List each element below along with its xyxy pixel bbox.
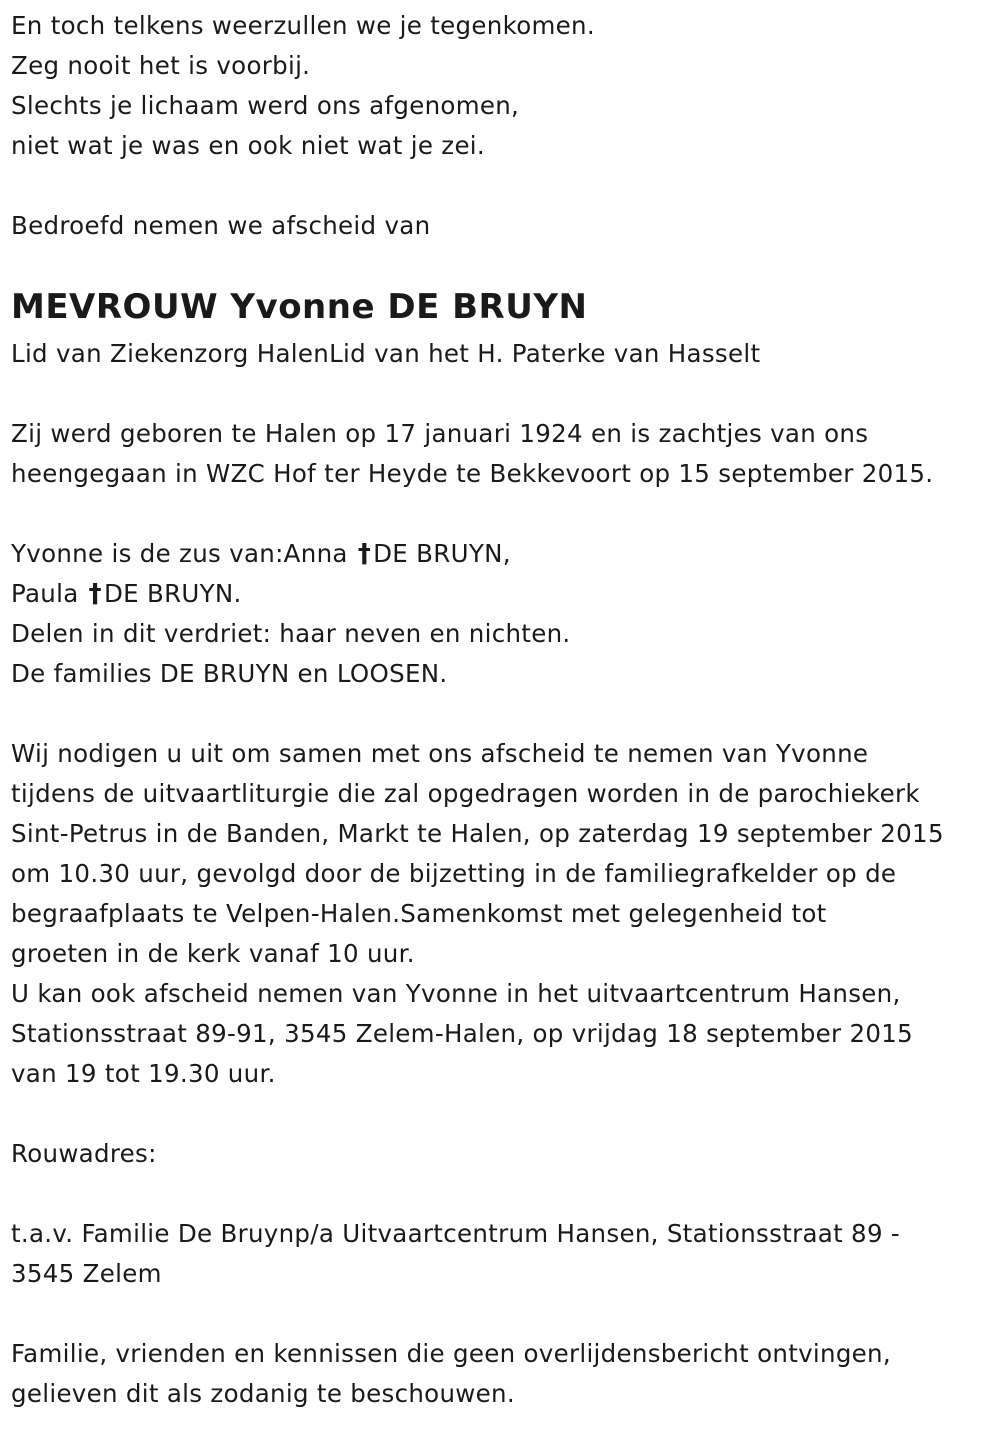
obituary-document <box>11 6 996 1414</box>
spacer <box>11 246 996 280</box>
intro-text: Bedroefd nemen we afscheid van <box>11 211 431 240</box>
closing-line: gelieven dit als zodanig te beschouwen. <box>11 1379 515 1408</box>
paragraph-line: Zij werd geboren te Halen op 17 januari 1924 en is zachtjes van ons <box>11 419 869 448</box>
deceased-name: MEVROUW Yvonne DE BRUYN <box>11 287 588 327</box>
family-paragraph <box>11 534 996 694</box>
closing-paragraph <box>11 1334 996 1414</box>
sister-line <box>11 574 996 614</box>
share-line: Delen in dit verdriet: haar neven en nichten. <box>11 619 571 648</box>
poem-line: niet wat je was en ook niet wat je zei. <box>11 131 486 160</box>
address-line: t.a.v. Familie De Bruynp/a Uitvaartcentrum Hansen, Stationsstraat 89 - <box>11 1219 901 1248</box>
spacer <box>11 1294 996 1334</box>
paragraph-line: om 10.30 uur, gevolgd door de bijzetting in de familiegrafkelder op de <box>11 859 897 888</box>
sister-line <box>11 534 996 574</box>
spacer <box>11 374 996 414</box>
spacer <box>11 166 996 206</box>
poem <box>11 6 996 166</box>
spacer <box>11 1174 996 1214</box>
spacer <box>11 494 996 534</box>
address-paragraph <box>11 1214 996 1294</box>
sister-prefix: Paula <box>11 579 79 608</box>
paragraph-line: Wij nodigen u uit om samen met ons afscheid te nemen van Yvonne <box>11 739 869 768</box>
paragraph-line: Sint-Petrus in de Banden, Markt te Halen, op zaterdag 19 september 2015 <box>11 819 944 848</box>
poem-line: Zeg nooit het is voorbij. <box>11 51 311 80</box>
paragraph-line: tijdens de uitvaartliturgie die zal opgedragen worden in de parochiekerk <box>11 779 920 808</box>
address-line: 3545 Zelem <box>11 1259 162 1288</box>
paragraph-line: heengegaan in WZC Hof ter Heyde te Bekkevoort op 15 september 2015. <box>11 459 934 488</box>
cross-icon: † <box>357 539 372 569</box>
sister-suffix: DE BRUYN, <box>373 539 511 568</box>
closing-line: Familie, vrienden en kennissen die geen overlijdensbericht ontvingen, <box>11 1339 891 1368</box>
paragraph-line: van 19 tot 19.30 uur. <box>11 1059 276 1088</box>
spacer <box>11 694 996 734</box>
invitation-paragraph <box>11 734 996 1094</box>
memberships: Lid van Ziekenzorg HalenLid van het H. Paterke van Hasselt <box>11 339 761 368</box>
poem-line: Slechts je lichaam werd ons afgenomen, <box>11 91 520 120</box>
paragraph-line: begraafplaats te Velpen-Halen.Samenkomst met gelegenheid tot <box>11 899 827 928</box>
poem-line: En toch telkens weerzullen we je tegenkomen. <box>11 11 595 40</box>
birth-death-paragraph <box>11 414 996 494</box>
families-line: De families DE BRUYN en LOOSEN. <box>11 659 448 688</box>
sister-prefix: Yvonne is de zus van:Anna <box>11 539 348 568</box>
paragraph-line: Stationsstraat 89-91, 3545 Zelem-Halen, op vrijdag 18 september 2015 <box>11 1019 914 1048</box>
paragraph-line: U kan ook afscheid nemen van Yvonne in het uitvaartcentrum Hansen, <box>11 979 901 1008</box>
paragraph-line: groeten in de kerk vanaf 10 uur. <box>11 939 415 968</box>
sister-suffix: DE BRUYN. <box>103 579 242 608</box>
address-label: Rouwadres: <box>11 1139 157 1168</box>
cross-icon: † <box>88 579 102 609</box>
spacer <box>11 1094 996 1134</box>
